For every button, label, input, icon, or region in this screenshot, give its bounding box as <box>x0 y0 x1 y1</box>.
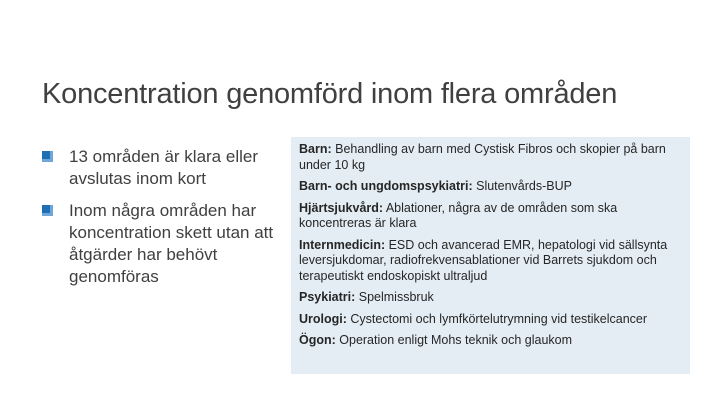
area-text: Behandling av barn med Cystisk Fibros och skopier på barn under 10 kg <box>299 142 666 172</box>
area-text: Slutenvårds-BUP <box>472 179 572 193</box>
square-bullet-icon <box>42 205 53 216</box>
slide-title: Koncentration genomförd inom flera områden <box>42 78 618 110</box>
area-label: Hjärtsjukvård: <box>299 200 384 215</box>
bullet-item <box>42 146 282 190</box>
area-label: Barn- och ungdomspsykiatri: <box>299 179 473 193</box>
area-item-bup <box>299 179 682 195</box>
area-text: Cystectomi och lymfkörtelutrymning vid testikelcancer <box>346 311 648 326</box>
areas-info-box <box>291 137 690 374</box>
area-text: Spelmissbruk <box>355 290 434 304</box>
square-bullet-icon <box>42 151 53 162</box>
area-text: Operation enligt Mohs teknik och glaukom <box>335 333 573 347</box>
area-item-barn <box>299 142 682 173</box>
area-label: Barn: <box>299 142 332 156</box>
bullet-text: Inom några områden har koncentration skett utan att åtgärder har behövt genomföras <box>69 201 274 286</box>
area-item-internmedicin <box>299 238 682 285</box>
area-item-ogon <box>299 333 682 349</box>
area-label: Psykiatri: <box>299 290 356 304</box>
area-item-hjartsjukvard <box>299 201 682 232</box>
area-item-psykiatri <box>299 290 682 306</box>
bullet-list <box>42 146 282 298</box>
bullet-text: 13 områden är klara eller avslutas inom kort <box>69 147 258 188</box>
area-text: ESD och avancerad EMR, hepatologi vid sällsynta leversjukdomar, radiofrekvensablationer vid Barrets sjukdom och terapeutiskt endoskopiskt ultraljud <box>299 237 668 283</box>
area-label: Ögon: <box>299 333 336 347</box>
area-item-urologi <box>299 312 682 328</box>
area-label: Urologi: <box>299 311 347 326</box>
bullet-item <box>42 200 282 288</box>
area-text: Ablationer, några av de områden som ska koncentreras är klara <box>299 200 618 230</box>
area-label: Internmedicin: <box>299 237 386 252</box>
